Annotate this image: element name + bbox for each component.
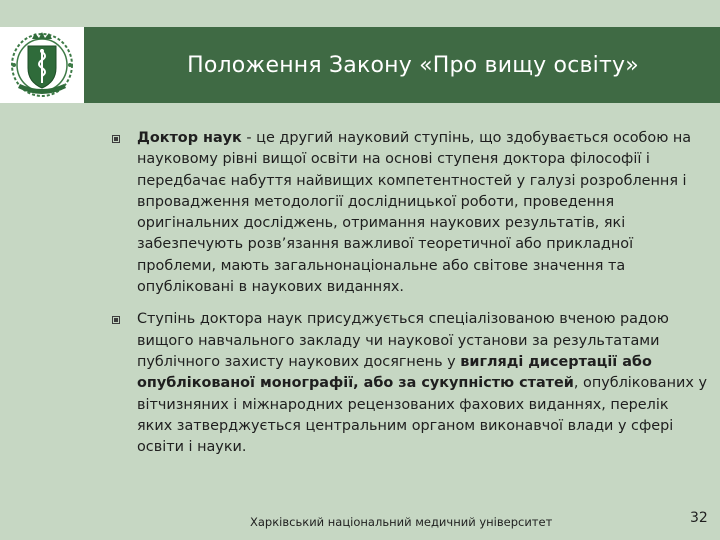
content-area (112, 128, 707, 469)
bullet-body-text: - це другий науковий ступінь, що здобувається особою на науковому рівні вищої освіти на основі ступеня доктора філософії і передбачає набуття найвищих компетентностей у галузі розроблення і впровадження методології дослідницької роботи, проведення оригінальних досліджень, отримання наукових результатів, які забезпечують розв’язання важливої теоретичної або прикладної проблеми, мають загальнонаціональне або світове значення та опубліковані в наукових виданнях. (137, 130, 692, 296)
bullet-square-icon (112, 316, 120, 324)
university-crest-icon (4, 30, 80, 100)
bullet-lead-term: Доктор наук (137, 130, 242, 146)
bullet-item-degree-award (112, 309, 707, 458)
page-number: 32 (690, 510, 708, 526)
bullet-body-text-part2: , опублікованих у вітчизняних і міжнародних рецензованих фахових виданнях, перелік яких затверджується центральним органом виконавчої влади у сфері освіти і науки. (137, 375, 707, 456)
footer-university: Харківський національний медичний університет (250, 515, 553, 529)
bullet-body-text-part1: Ступінь доктора наук присуджується спеціалізованою вченою радою вищого навчального закладу чи наукової установи за результатами публічного захисту наукових досягнень у (137, 311, 669, 370)
slide-title: Положення Закону «Про вищу освіту» (187, 52, 639, 78)
bullet-bold-phrase: вигляді дисертації або опублікованої монографії, або за сукупністю статей (137, 353, 652, 392)
logo-box (0, 27, 84, 103)
bullet-square-icon (112, 135, 120, 143)
title-bar (84, 27, 720, 103)
bullet-item-doctor-definition (112, 128, 707, 298)
